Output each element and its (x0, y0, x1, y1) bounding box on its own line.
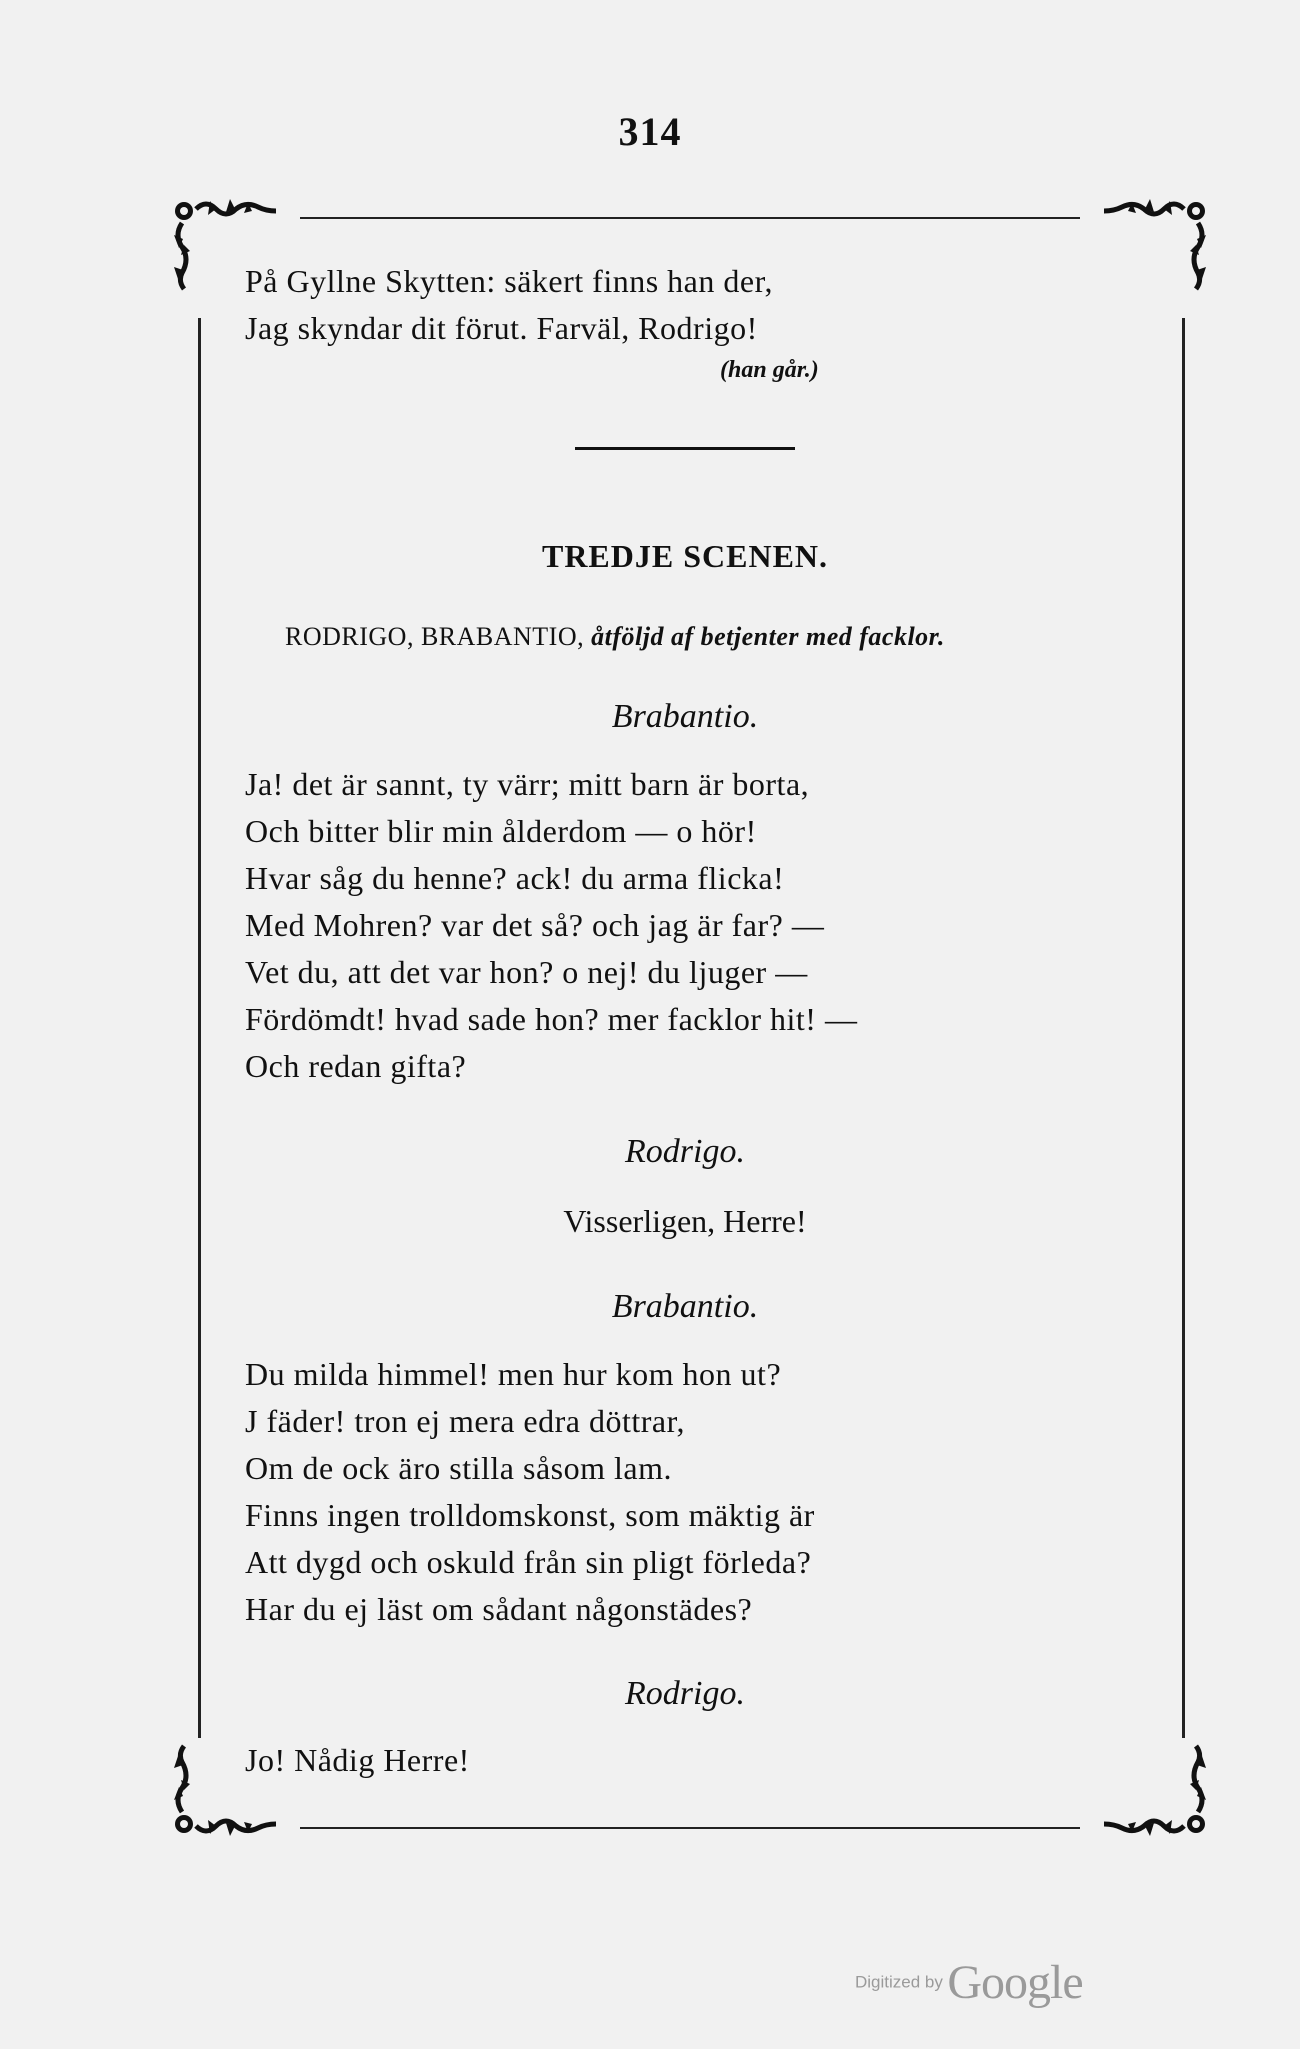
speech-lines (245, 761, 857, 1090)
frame-top-border (300, 217, 1080, 219)
speaker-name: Rodrigo. (625, 1675, 745, 1712)
verse-line: Och bitter blir min ålderdom — o hör! (245, 813, 757, 849)
corner-ornament-icon (1090, 195, 1210, 295)
verse-line: På Gyllne Skytten: säkert finns han der, (245, 263, 773, 299)
verse-line: Har du ej läst om sådant någonstädes? (245, 1591, 753, 1627)
cast-direction: åtföljd af betjenter med facklor. (591, 622, 945, 651)
frame-right-border (1182, 318, 1185, 1738)
digitized-watermark (855, 1955, 1083, 2010)
verse-line: Visserligen, Herre! (563, 1203, 807, 1239)
floral-ornament-icon (1090, 1740, 1210, 1840)
verse-line: Med Mohren? var det så? och jag är far? — (245, 907, 825, 943)
speaker-name: Brabantio. (611, 1288, 759, 1325)
verse-line: Finns ingen trolldomskonst, som mäktig är (245, 1497, 815, 1533)
stage-direction: (han går.) (720, 357, 819, 383)
corner-ornament-icon (1090, 1740, 1210, 1840)
cast-names: RODRIGO, BRABANTIO, (285, 622, 585, 651)
verse-line: Jo! Nådig Herre! (245, 1742, 470, 1778)
top-verse (245, 258, 773, 352)
scene-title: TREDJE SCENEN. (541, 538, 829, 574)
verse-line: Du milda himmel! men hur kom hon ut? (245, 1356, 782, 1392)
watermark-label: Digitized by (855, 1972, 943, 1992)
verse-line: Jag skyndar dit förut. Farväl, Rodrigo! (245, 310, 758, 346)
cast-list (285, 622, 945, 652)
verse-line: Vet du, att det var hon? o nej! du ljuger — (245, 954, 808, 990)
verse-line: Fördömdt! hvad sade hon? mer facklor hit! — (245, 1001, 858, 1037)
verse-line: Ja! det är sannt, ty värr; mitt barn är borta, (245, 766, 810, 802)
verse-line: Och redan gifta? (245, 1048, 467, 1084)
verse-line: Hvar såg du henne? ack! du arma flicka! (245, 860, 785, 896)
frame-left-border (198, 318, 201, 1738)
verse-line: Om de ock äro stilla såsom lam. (245, 1450, 672, 1486)
floral-ornament-icon (1090, 195, 1210, 295)
frame-bottom-border (300, 1827, 1080, 1829)
verse-line: J fäder! tron ej mera edra döttrar, (245, 1403, 685, 1439)
watermark-brand: Google (947, 1956, 1083, 2009)
speaker-name: Rodrigo. (625, 1133, 745, 1170)
speech-lines (245, 1351, 815, 1633)
speaker-name: Brabantio. (611, 698, 759, 735)
section-divider (575, 447, 795, 450)
page-number: 314 (618, 109, 682, 154)
speech-lines (245, 1737, 470, 1784)
verse-line: Att dygd och oskuld från sin pligt förleda? (245, 1544, 812, 1580)
